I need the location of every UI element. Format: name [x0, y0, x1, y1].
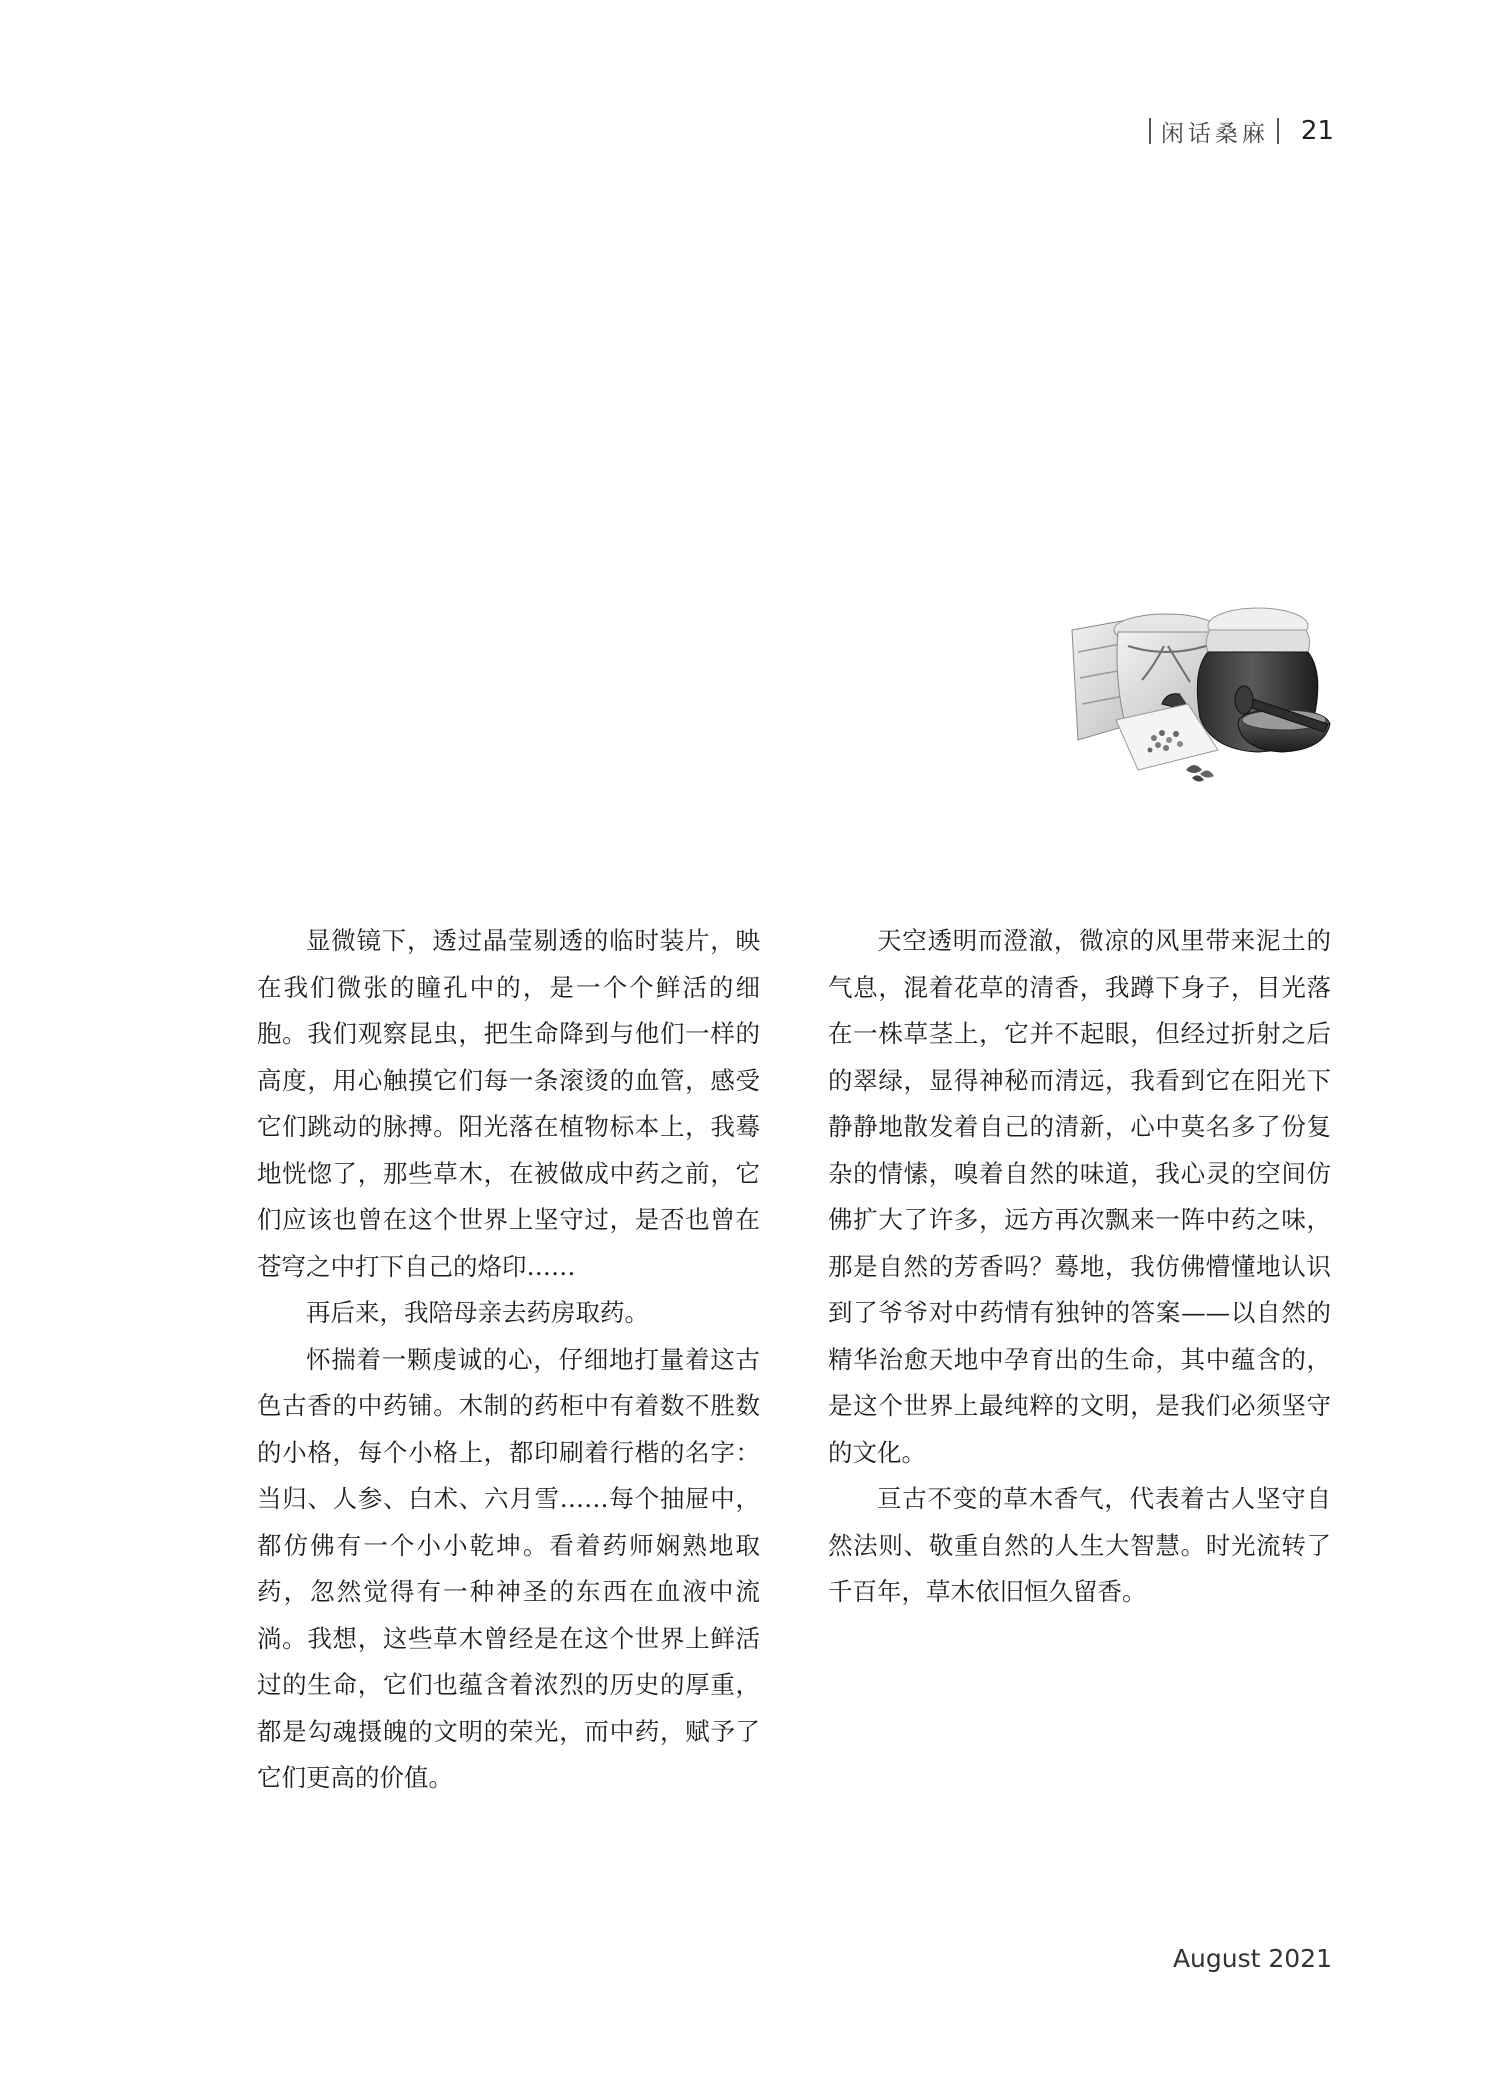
paragraph: 怀揣着一颗虔诚的心，仔细地打量着这古色古香的中药铺。木制的药柜中有着数不胜数的小格，每个小格上，都印刷着行楷的名字：当归、人参、白术、六月雪……每个抽屉中，都仿佛有一个小小乾坤。看着药师娴熟地取药，忽然觉得有一种神圣的东西在血液中流淌。我想，这些草木曾经是在这个世界上鲜活过的生命，它们也蕴含着浓烈的历史的厚重，都是勾魂摄魄的文明的荣光，而中药，赋予了它们更高的价值。	[257, 1344, 760, 1792]
paragraph: 天空透明而澄澈，微凉的风里带来泥土的气息，混着花草的清香，我蹲下身子，目光落在一株草茎上，它并不起眼，但经过折射之后的翠绿，显得神秘而清远，我看到它在阳光下静静地散发着自己的清新，心中莫名多了份复杂的情愫，嗅着自然的味道，我心灵的空间仿佛扩大了许多，远方再次飘来一阵中药之味，那是自然的芳香吗？蓦地，我仿佛懵懂地认识到了爷爷对中药情有独钟的答案——以自然的精华治愈天地中孕育出的生命，其中蕴含的，是这个世界上最纯粹的文明，是我们必须坚守的文化。	[828, 926, 1331, 1467]
article-column-left	[257, 918, 760, 1802]
herbal-medicine-jars-illustration	[1068, 600, 1332, 784]
issue-date: August 2021	[1172, 1944, 1332, 1973]
article-column-right	[828, 918, 1331, 1616]
paragraph: 显微镜下，透过晶莹剔透的临时装片，映在我们微张的瞳孔中的，是一个个鲜活的细胞。我们观察昆虫，把生命降到与他们一样的高度，用心触摸它们每一条滚烫的血管，感受它们跳动的脉搏。阳光落在植物标本上，我蓦地恍惚了，那些草木，在被做成中药之前，它们应该也曾在这个世界上坚守过，是否也曾在苍穹之中打下自己的烙印……	[257, 926, 760, 1281]
paragraph: 再后来，我陪母亲去药房取药。	[306, 1298, 649, 1327]
paragraph: 亘古不变的草木香气，代表着古人坚守自然法则、敬重自然的人生大智慧。时光流转了千百年，草木依旧恒久留香。	[828, 1484, 1331, 1606]
page-header	[1149, 114, 1334, 148]
page-number: 21	[1300, 116, 1334, 146]
header-divider-right	[1277, 118, 1279, 144]
section-title: 闲话桑麻	[1160, 120, 1269, 147]
